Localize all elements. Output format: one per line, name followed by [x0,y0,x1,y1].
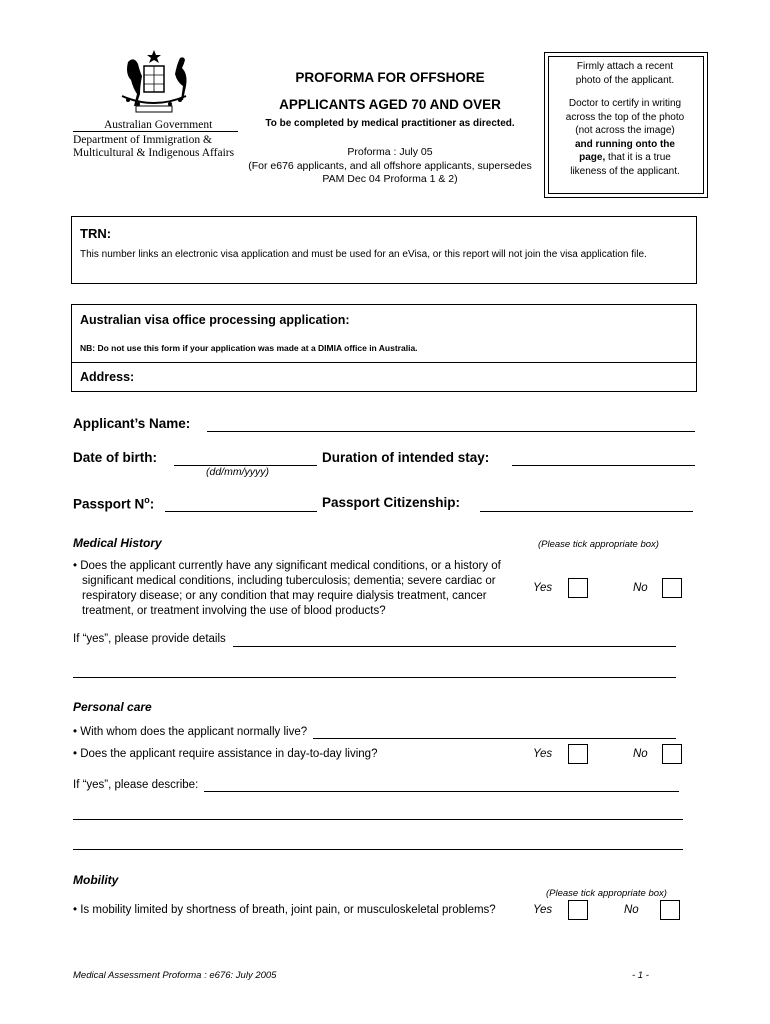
department-name [73,134,243,160]
pc-live-with-input[interactable] [313,738,676,739]
address-input[interactable] [145,366,690,386]
mh-q-line-1: • Does the applicant currently have any significant medical conditions, or a history of [73,560,501,572]
photo-line-7-rest: that it is a true [605,152,671,163]
medical-history-question [73,559,523,619]
photo-line-2: photo of the applicant. [575,74,675,86]
department-line-1: Department of Immigration & [73,134,212,146]
address-label: Address: [80,370,135,384]
photo-line-4: across the top of the photo [565,111,685,123]
supersedes-line-1: (For e676 applicants, and all offshore applicants, supersedes [248,160,532,172]
mh-q-line-4: treatment, or treatment involving the use of blood products? [82,605,386,617]
pc-describe-input[interactable] [204,791,679,792]
pc-describe-input-line-3[interactable] [73,849,683,850]
trn-label: TRN: [80,226,112,241]
passport-citizenship-input[interactable] [480,511,693,512]
pc-question-2: • Does the applicant require assistance in day-to-day living? [73,748,378,760]
pc-no-checkbox[interactable] [662,744,682,764]
mh-yes-label: Yes [533,582,553,594]
photo-line-7-bold: page, [579,152,606,163]
personal-care-heading: Personal care [73,700,152,714]
mobility-hint: (Please tick appropriate box) [546,888,667,899]
mob-yes-checkbox[interactable] [568,900,588,920]
applicant-name-label: Applicant’s Name: [73,416,191,431]
mob-yes-label: Yes [533,904,553,916]
department-line-2: Multicultural & Indigenous Affairs [73,147,235,159]
form-title-line-1: PROFORMA FOR OFFSHORE [295,70,485,85]
passport-number-label [73,495,154,512]
pc-describe-label: If “yes”, please describe: [73,779,199,791]
pc-no-label: No [633,748,648,760]
government-name: Australian Government [104,119,213,131]
photo-instructions [552,60,698,178]
trn-note: This number links an electronic visa application and must be used for an eVisa, or this report will not join the visa application file. [80,249,647,260]
mob-no-label: No [624,904,639,916]
pc-yes-checkbox[interactable] [568,744,588,764]
department-divider [73,131,238,132]
medical-history-heading: Medical History [73,536,162,550]
mh-yes-checkbox[interactable] [568,578,588,598]
proforma-date: Proforma : July 05 [347,146,433,158]
mh-details-label: If “yes”, please provide details [73,633,226,645]
coat-of-arms-icon [108,48,200,118]
photo-line-3: Doctor to certify in writing [568,98,682,109]
visa-office-divider [71,362,697,363]
supersedes-line-2: PAM Dec 04 Proforma 1 & 2) [322,173,458,185]
dob-format-hint: (dd/mm/yyyy) [206,466,269,478]
mobility-question: • Is mobility limited by shortness of breath, joint pain, or musculoskeletal problems? [73,904,496,916]
mh-no-label: No [633,582,648,594]
photo-line-8: likeness of the applicant. [570,165,680,177]
passport-number-input[interactable] [165,511,317,512]
passport-label-sup: o [144,495,150,505]
photo-line-6: and running onto the [575,138,675,150]
mh-q-line-3: respiratory disease; or any condition that may require dialysis treatment, cancer [82,590,487,602]
mobility-heading: Mobility [73,873,119,887]
passport-label-text: Passport N [73,496,145,512]
pc-yes-label: Yes [533,748,553,760]
supersedes-note [240,160,540,186]
visa-office-label: Australian visa office processing application: [80,313,350,327]
passport-citizenship-label: Passport Citizenship: [322,495,461,510]
pc-describe-input-line-2[interactable] [73,819,683,820]
mob-no-checkbox[interactable] [660,900,680,920]
photo-line-5: (not across the image) [575,125,675,136]
duration-input[interactable] [512,465,695,466]
dob-label: Date of birth: [73,450,157,465]
footer-form-name: Medical Assessment Proforma : e676: July 2005 [73,970,277,981]
footer-page-number: - 1 - [632,970,649,981]
mh-no-checkbox[interactable] [662,578,682,598]
form-subtitle: To be completed by medical practitioner as directed. [265,118,515,129]
passport-label-colon: : [149,496,155,512]
trn-input[interactable] [120,222,690,242]
visa-office-nb: NB: Do not use this form if your application was made at a DIMIA office in Australia. [80,343,418,353]
mh-details-input[interactable] [233,646,676,647]
medical-history-hint: (Please tick appropriate box) [538,539,659,550]
duration-label: Duration of intended stay: [322,450,490,465]
mh-q-line-2: significant medical conditions, including tuberculosis; dementia; severe cardiac or [82,575,496,587]
mh-details-input-line-2[interactable] [73,677,676,678]
photo-line-7 [552,151,698,165]
form-title-line-2: APPLICANTS AGED 70 AND OVER [279,97,501,112]
applicant-name-input[interactable] [207,431,695,432]
pc-question-1: • With whom does the applicant normally live? [73,726,308,738]
photo-line-1: Firmly attach a recent [576,61,674,72]
